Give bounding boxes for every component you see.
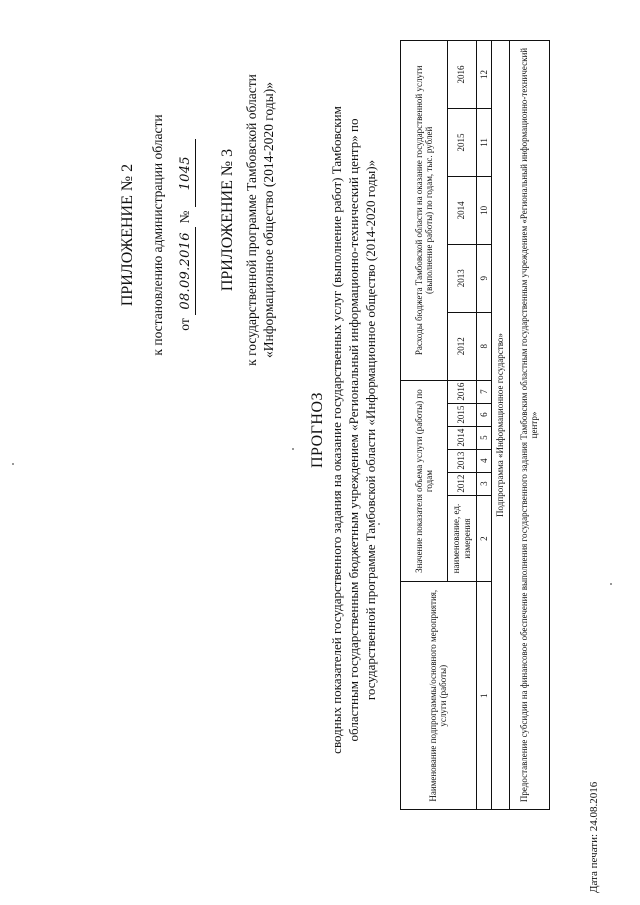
col-num-4: 4 xyxy=(476,449,492,472)
vol-year-2013: 2013 xyxy=(447,449,476,472)
exp-year-2014: 2014 xyxy=(447,176,476,244)
forecast-title-block xyxy=(308,50,379,810)
decree-date-line xyxy=(176,70,196,400)
vol-year-2012: 2012 xyxy=(447,472,476,495)
forecast-table xyxy=(400,40,550,810)
col-subprogram-header: Наименование подпрограммы/основного мероприятия, услуги (работы) xyxy=(401,582,477,810)
scan-speck xyxy=(292,448,294,450)
appendix-3-line2: «Информационное общество (2014-2020 годы)» xyxy=(261,82,277,358)
forecast-line1: сводных показателей государственного задания на оказание государственных услуг (выполнение работ) Тамбовским xyxy=(328,106,344,754)
col-num-1: 1 xyxy=(476,582,492,810)
subsidy-row xyxy=(509,41,549,810)
unit-header: наименование, ед. измерения xyxy=(447,495,476,582)
appendix-2-title: ПРИЛОЖЕНИЕ № 2 xyxy=(119,163,136,307)
table-header-row-1 xyxy=(401,41,448,810)
col-num-11: 11 xyxy=(476,108,492,176)
appendix-2-block xyxy=(118,70,196,400)
col-num-2: 2 xyxy=(476,495,492,582)
expenses-group-header: Расходы бюджета Тамбовской области на оказание государственной услуги (выполнение работы) по годам, тыс. рублей xyxy=(401,41,448,381)
col-num-5: 5 xyxy=(476,426,492,449)
scan-speck xyxy=(12,463,14,465)
print-date: Дата печати: 24.08.2016 xyxy=(588,781,600,893)
col-num-9: 9 xyxy=(476,244,492,312)
exp-year-2015: 2015 xyxy=(447,108,476,176)
scan-speck xyxy=(610,583,612,585)
col-num-3: 3 xyxy=(476,472,492,495)
forecast-line2: областным государственным бюджетным учреждением «Региональный информационно-технический центр» по xyxy=(345,118,361,742)
vol-year-2014: 2014 xyxy=(447,426,476,449)
vol-year-2016: 2016 xyxy=(447,380,476,403)
scan-speck xyxy=(378,523,380,525)
column-number-row xyxy=(476,41,492,810)
from-label: от xyxy=(177,318,193,331)
subprogram-row-label: Подпрограмма «Информационное государство» xyxy=(492,41,510,810)
col-num-12: 12 xyxy=(476,41,492,109)
forecast-line3: государственной программе Тамбовской области «Информационное общество (2014-2020 годы)» xyxy=(362,159,378,701)
appendix-3-block xyxy=(218,55,278,385)
exp-year-2012: 2012 xyxy=(447,312,476,380)
volume-group-header: Значение показателя объема услуги (работы) по годам xyxy=(401,380,448,582)
appendix-2-line1: к постановлению администрации области xyxy=(149,114,165,356)
vol-year-2015: 2015 xyxy=(447,403,476,426)
number-label: № xyxy=(177,210,193,224)
appendix-3-line1: к государственной программе Тамбовской области xyxy=(243,74,259,366)
col-num-10: 10 xyxy=(476,176,492,244)
exp-year-2016: 2016 xyxy=(447,41,476,109)
col-num-6: 6 xyxy=(476,403,492,426)
subsidy-row-label: Предоставление субсидии на финансовое обеспечение выполнения государственного задания Тамбовским областным государственным учреждением «Региональный информационно-технический центр» xyxy=(509,41,549,810)
col-num-8: 8 xyxy=(476,312,492,380)
decree-number: 1045 xyxy=(178,139,196,207)
subprogram-row xyxy=(492,41,510,810)
col-num-7: 7 xyxy=(476,380,492,403)
forecast-title: ПРОГНОЗ xyxy=(309,391,326,469)
decree-date: 08.09.2016 xyxy=(178,227,196,315)
appendix-3-title: ПРИЛОЖЕНИЕ № 3 xyxy=(219,148,236,292)
exp-year-2013: 2013 xyxy=(447,244,476,312)
